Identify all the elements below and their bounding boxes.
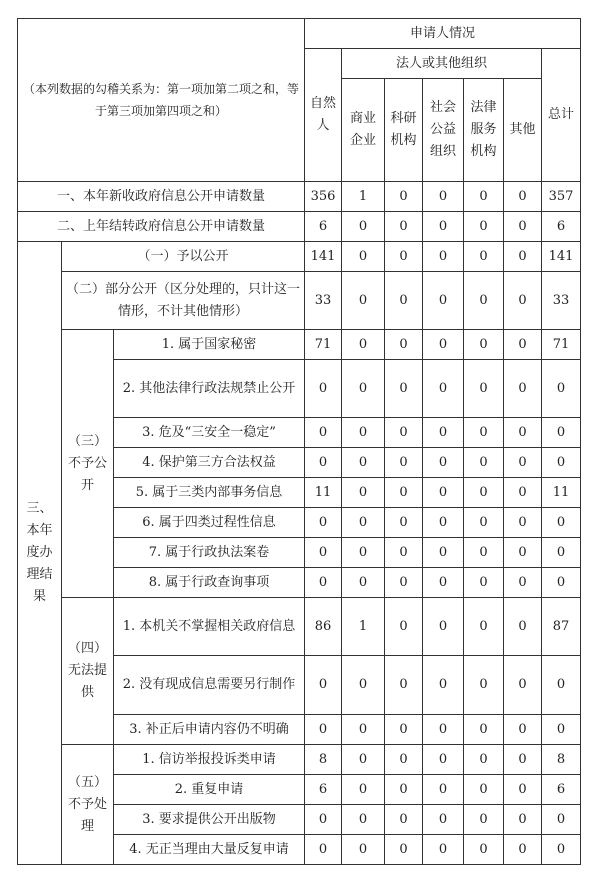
applicant-header: 申请人情况	[305, 19, 581, 49]
cell-legal: 0	[464, 715, 504, 745]
social-welfare-header: 社会公益组织	[423, 79, 464, 182]
cell-natural: 6	[305, 212, 342, 242]
cell-social: 0	[423, 330, 464, 360]
cell-other: 0	[504, 508, 542, 538]
cell-legal: 0	[464, 212, 504, 242]
section-3-label: 三、本年度办理结果	[18, 242, 62, 865]
cell-commercial: 0	[342, 242, 385, 272]
cell-total: 0	[542, 715, 581, 745]
cell-research: 0	[385, 272, 423, 330]
natural-person-header: 自然人	[305, 49, 342, 182]
cell-other: 0	[504, 775, 542, 805]
row-label: （二）部分公开（区分处理的，只计这一情形，不计其他情形）	[62, 272, 305, 330]
row-label: 3. 要求提供公开出版物	[114, 805, 305, 835]
cell-legal: 0	[464, 272, 504, 330]
cell-research: 0	[385, 715, 423, 745]
cell-other: 0	[504, 478, 542, 508]
cell-commercial: 0	[342, 330, 385, 360]
cell-natural: 0	[305, 568, 342, 598]
cell-commercial: 1	[342, 182, 385, 212]
other-header: 其他	[504, 79, 542, 182]
cell-natural: 0	[305, 715, 342, 745]
cell-social: 0	[423, 242, 464, 272]
cell-other: 0	[504, 448, 542, 478]
cell-legal: 0	[464, 598, 504, 656]
cell-other: 0	[504, 418, 542, 448]
table-note: （本列数据的勾稽关系为：第一项加第二项之和，等于第三项加第四项之和）	[18, 19, 305, 182]
cell-legal: 0	[464, 568, 504, 598]
cell-total: 0	[542, 448, 581, 478]
cell-other: 0	[504, 212, 542, 242]
cell-natural: 8	[305, 745, 342, 775]
row-label: （一）予以公开	[62, 242, 305, 272]
legal-group-header: 法人或其他组织	[342, 49, 542, 79]
cell-social: 0	[423, 212, 464, 242]
row-label: 1. 属于国家秘密	[114, 330, 305, 360]
row-label: 3. 危及“三安全一稳定”	[114, 418, 305, 448]
cell-legal: 0	[464, 360, 504, 418]
row-label: 4. 无正当理由大量反复申请	[114, 835, 305, 865]
cell-research: 0	[385, 656, 423, 715]
cell-total: 0	[542, 360, 581, 418]
row-label: 2. 重复申请	[114, 775, 305, 805]
cell-total: 0	[542, 538, 581, 568]
cell-other: 0	[504, 805, 542, 835]
research-header: 科研机构	[385, 79, 423, 182]
group-4-label: （四）无法提供	[62, 598, 114, 745]
cell-natural: 0	[305, 418, 342, 448]
cell-legal: 0	[464, 330, 504, 360]
cell-social: 0	[423, 598, 464, 656]
cell-total: 11	[542, 478, 581, 508]
cell-natural: 356	[305, 182, 342, 212]
cell-social: 0	[423, 656, 464, 715]
cell-legal: 0	[464, 418, 504, 448]
cell-social: 0	[423, 448, 464, 478]
row-label: 4. 保护第三方合法权益	[114, 448, 305, 478]
cell-research: 0	[385, 478, 423, 508]
cell-natural: 71	[305, 330, 342, 360]
row-label: 3. 补正后申请内容仍不明确	[114, 715, 305, 745]
table-row	[18, 745, 581, 775]
cell-social: 0	[423, 745, 464, 775]
cell-legal: 0	[464, 448, 504, 478]
cell-legal: 0	[464, 182, 504, 212]
cell-research: 0	[385, 598, 423, 656]
total-header: 总计	[542, 49, 581, 182]
row-label: 6. 属于四类过程性信息	[114, 508, 305, 538]
row-label: 8. 属于行政查询事项	[114, 568, 305, 598]
commercial-header: 商业企业	[342, 79, 385, 182]
cell-natural: 141	[305, 242, 342, 272]
cell-commercial: 0	[342, 508, 385, 538]
cell-social: 0	[423, 418, 464, 448]
cell-social: 0	[423, 272, 464, 330]
row-label: 二、上年结转政府信息公开申请数量	[18, 212, 305, 242]
cell-total: 141	[542, 242, 581, 272]
cell-research: 0	[385, 330, 423, 360]
cell-total: 0	[542, 418, 581, 448]
group-3-label: （三）不予公开	[62, 330, 114, 598]
cell-commercial: 0	[342, 805, 385, 835]
table-row	[18, 182, 581, 212]
cell-total: 6	[542, 775, 581, 805]
cell-legal: 0	[464, 835, 504, 865]
legal-service-header: 法律服务机构	[464, 79, 504, 182]
cell-legal: 0	[464, 478, 504, 508]
cell-legal: 0	[464, 745, 504, 775]
cell-research: 0	[385, 538, 423, 568]
cell-commercial: 0	[342, 656, 385, 715]
cell-total: 0	[542, 508, 581, 538]
cell-research: 0	[385, 212, 423, 242]
group-5-label: （五）不予处理	[62, 745, 114, 865]
cell-natural: 0	[305, 448, 342, 478]
cell-commercial: 0	[342, 448, 385, 478]
row-label: 2. 没有现成信息需要另行制作	[114, 656, 305, 715]
cell-social: 0	[423, 360, 464, 418]
cell-commercial: 0	[342, 360, 385, 418]
cell-natural: 0	[305, 656, 342, 715]
cell-commercial: 0	[342, 568, 385, 598]
table-row	[18, 272, 581, 330]
row-label: 一、本年新收政府信息公开申请数量	[18, 182, 305, 212]
cell-research: 0	[385, 775, 423, 805]
cell-commercial: 0	[342, 745, 385, 775]
cell-total: 0	[542, 805, 581, 835]
cell-social: 0	[423, 715, 464, 745]
cell-natural: 0	[305, 805, 342, 835]
cell-commercial: 0	[342, 775, 385, 805]
cell-natural: 0	[305, 508, 342, 538]
cell-other: 0	[504, 598, 542, 656]
row-label: 5. 属于三类内部事务信息	[114, 478, 305, 508]
cell-research: 0	[385, 745, 423, 775]
cell-legal: 0	[464, 508, 504, 538]
cell-social: 0	[423, 538, 464, 568]
cell-total: 0	[542, 835, 581, 865]
cell-commercial: 0	[342, 418, 385, 448]
cell-commercial: 0	[342, 835, 385, 865]
cell-other: 0	[504, 272, 542, 330]
cell-social: 0	[423, 775, 464, 805]
cell-social: 0	[423, 478, 464, 508]
cell-legal: 0	[464, 775, 504, 805]
table-row	[18, 212, 581, 242]
table-row	[18, 242, 581, 272]
cell-total: 71	[542, 330, 581, 360]
row-label: 1. 信访举报投诉类申请	[114, 745, 305, 775]
row-label: 7. 属于行政执法案卷	[114, 538, 305, 568]
cell-social: 0	[423, 835, 464, 865]
cell-total: 357	[542, 182, 581, 212]
cell-natural: 0	[305, 538, 342, 568]
disclosure-stats-table	[17, 18, 581, 865]
cell-total: 33	[542, 272, 581, 330]
cell-social: 0	[423, 182, 464, 212]
cell-commercial: 0	[342, 478, 385, 508]
cell-other: 0	[504, 835, 542, 865]
cell-commercial: 0	[342, 212, 385, 242]
cell-commercial: 1	[342, 598, 385, 656]
cell-research: 0	[385, 242, 423, 272]
cell-research: 0	[385, 182, 423, 212]
cell-commercial: 0	[342, 715, 385, 745]
cell-total: 0	[542, 656, 581, 715]
cell-social: 0	[423, 805, 464, 835]
cell-research: 0	[385, 508, 423, 538]
cell-legal: 0	[464, 656, 504, 715]
cell-research: 0	[385, 568, 423, 598]
cell-natural: 33	[305, 272, 342, 330]
cell-research: 0	[385, 418, 423, 448]
row-label: 2. 其他法律行政法规禁止公开	[114, 360, 305, 418]
cell-research: 0	[385, 835, 423, 865]
cell-total: 8	[542, 745, 581, 775]
cell-legal: 0	[464, 805, 504, 835]
cell-natural: 11	[305, 478, 342, 508]
cell-commercial: 0	[342, 272, 385, 330]
cell-other: 0	[504, 330, 542, 360]
cell-total: 6	[542, 212, 581, 242]
cell-other: 0	[504, 715, 542, 745]
cell-other: 0	[504, 360, 542, 418]
cell-natural: 0	[305, 835, 342, 865]
cell-other: 0	[504, 745, 542, 775]
cell-research: 0	[385, 448, 423, 478]
cell-research: 0	[385, 805, 423, 835]
cell-natural: 0	[305, 360, 342, 418]
cell-natural: 6	[305, 775, 342, 805]
cell-other: 0	[504, 182, 542, 212]
cell-legal: 0	[464, 538, 504, 568]
cell-other: 0	[504, 538, 542, 568]
table-row	[18, 598, 581, 656]
cell-commercial: 0	[342, 538, 385, 568]
table-row	[18, 330, 581, 360]
cell-other: 0	[504, 568, 542, 598]
cell-other: 0	[504, 242, 542, 272]
cell-total: 0	[542, 568, 581, 598]
cell-other: 0	[504, 656, 542, 715]
cell-social: 0	[423, 508, 464, 538]
cell-legal: 0	[464, 242, 504, 272]
cell-natural: 86	[305, 598, 342, 656]
cell-social: 0	[423, 568, 464, 598]
cell-research: 0	[385, 360, 423, 418]
row-label: 1. 本机关不掌握相关政府信息	[114, 598, 305, 656]
cell-total: 87	[542, 598, 581, 656]
